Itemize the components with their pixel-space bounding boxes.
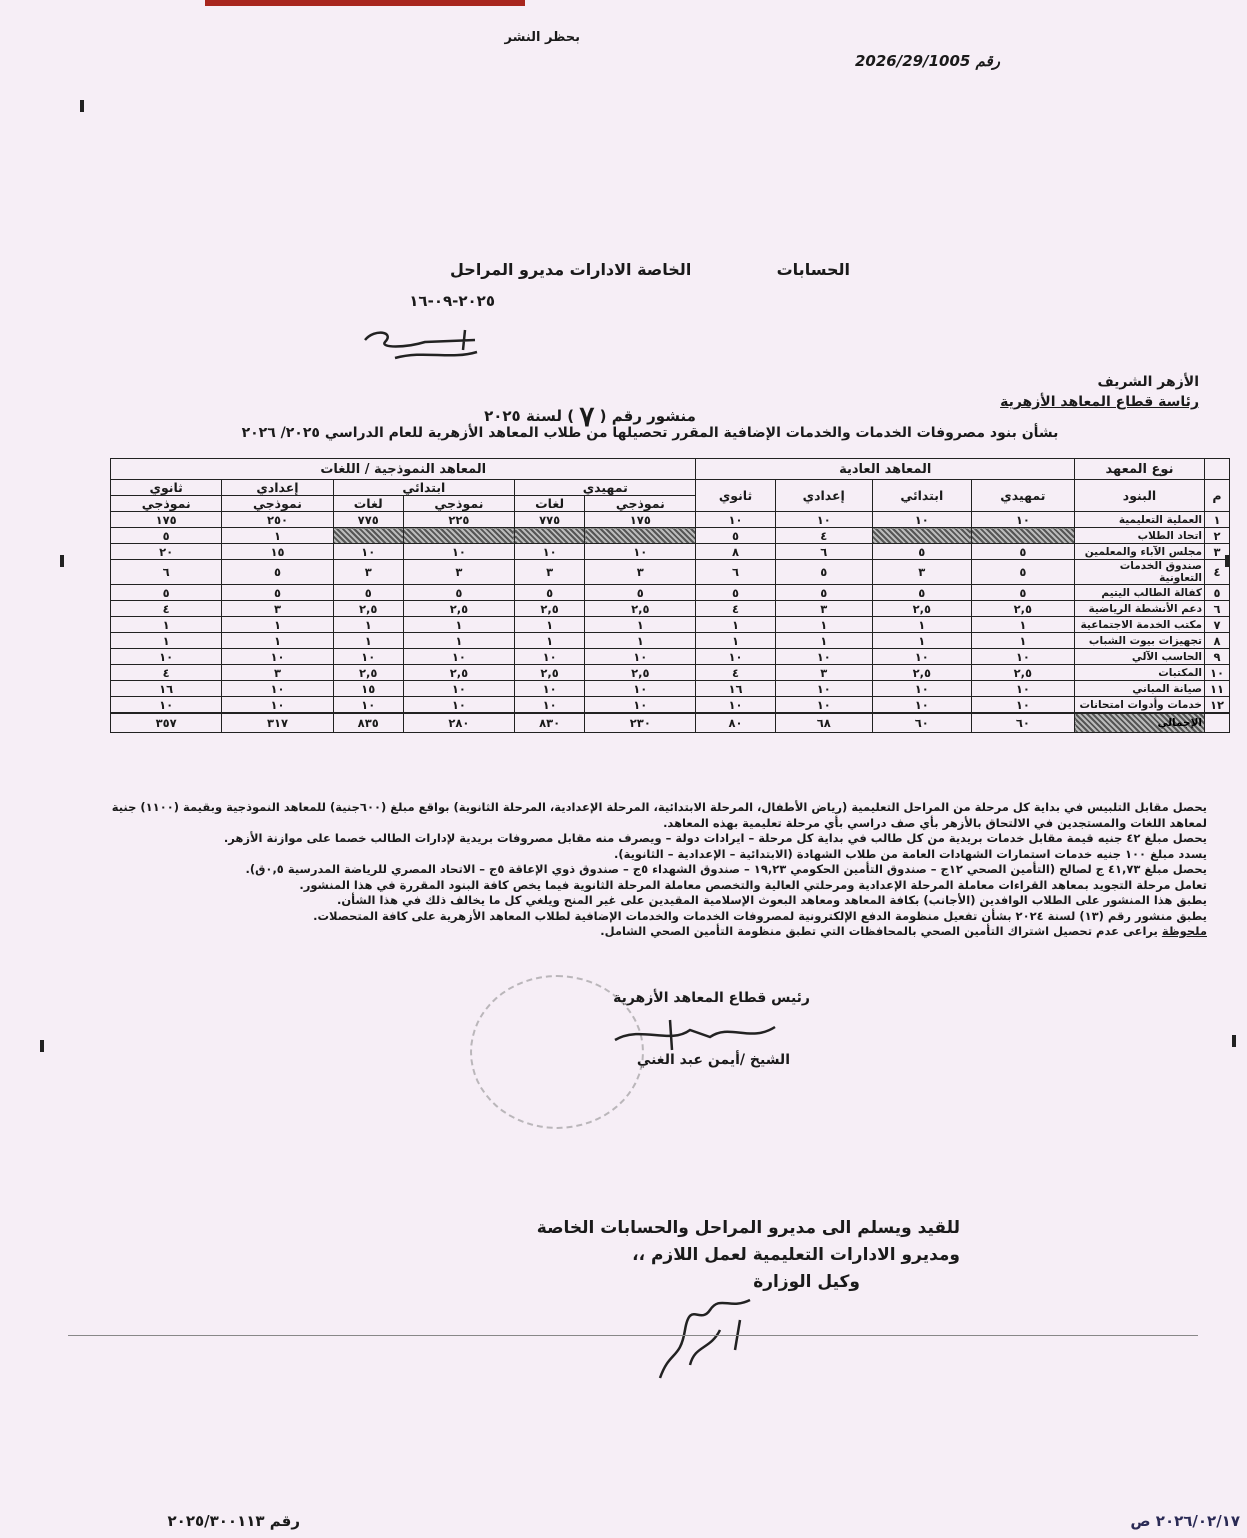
table-cell: ٥: [111, 528, 222, 544]
table-cell: ١: [872, 617, 971, 633]
margin-mark: [1225, 555, 1229, 567]
row-item: كفالة الطالب اليتيم: [1075, 585, 1205, 601]
model-primary-header: ابتدائي: [333, 480, 514, 496]
table-cell: ٥: [872, 544, 971, 560]
row-number: ٧: [1205, 617, 1230, 633]
total-row: [111, 713, 1230, 733]
table-cell: ٣: [775, 665, 872, 681]
table-row: [111, 601, 1230, 617]
table-cell: ٥: [775, 585, 872, 601]
table-cell: ١٦: [696, 681, 775, 697]
table-cell: ١: [872, 633, 971, 649]
table-cell: ١: [333, 633, 403, 649]
circular-suffix: ) لسنة ٢٠٢٥: [484, 407, 575, 425]
table-cell: ١: [775, 633, 872, 649]
table-cell: ١: [971, 633, 1074, 649]
table-cell: ١٠: [111, 697, 222, 714]
note-item: يطبق منشور رقم (١٣) لسنة ٢٠٢٤ بشأن تفعيل منظومة الدفع الإلكترونية لمصروفات الخدمات والخدمات الإضافية لطلاب المعاهد الأزهرية على كافة المتحصلات.: [313, 908, 1207, 923]
org-line-azhar: الأزهر الشريف: [1097, 374, 1199, 390]
table-cell: ١: [515, 633, 585, 649]
total-cell: ٨٣٥: [333, 713, 403, 733]
table-row: [111, 585, 1230, 601]
table-cell: ١٠: [515, 681, 585, 697]
table-cell: ٣: [222, 601, 333, 617]
margin-mark: [60, 555, 64, 567]
secondary-model-subheader: نموذجي: [111, 496, 222, 512]
model-secondary-header: ثانوي: [111, 480, 222, 496]
table-cell: ١٠: [971, 681, 1074, 697]
table-cell: [971, 528, 1074, 544]
total-cell: ٢٨٠: [403, 713, 514, 733]
table-cell: ٥: [971, 544, 1074, 560]
total-number-cell: [1205, 713, 1230, 733]
table-cell: ٢,٥: [971, 601, 1074, 617]
total-cell: ٦٨: [775, 713, 872, 733]
header-departments: الخاصة الادارات مديرو المراحل: [450, 260, 692, 279]
table-cell: ٥: [222, 585, 333, 601]
table-cell: ١٠: [696, 649, 775, 665]
note-item: يحصل مبلغ ٤٢ جنيه قيمة مقابل خدمات بريدية من كل طالب في بداية كل مرحلة – ايرادات دولة – ويصرف منه مقابل مصروفات بريدية لإدارات الطالب خصما على موازنة الأزهر.: [223, 831, 1207, 845]
table-cell: ١٠: [403, 649, 514, 665]
items-header: البنود: [1075, 480, 1205, 512]
table-cell: ١: [515, 617, 585, 633]
bottom-reference-left: رقم ٢٠٢٥/٣٠٠١١٣: [167, 1512, 300, 1530]
distribution-note: [520, 1215, 960, 1296]
table-cell: ١٠: [872, 649, 971, 665]
table-cell: ١٠: [222, 697, 333, 714]
institute-type-header: نوع المعهد: [1075, 459, 1205, 480]
table-cell: ٥: [333, 585, 403, 601]
table-cell: ٥: [585, 585, 696, 601]
margin-mark: [80, 100, 84, 112]
table-cell: ٢,٥: [872, 665, 971, 681]
regular-institutes-header: المعاهد العادية: [696, 459, 1075, 480]
row-item: مكتب الخدمة الاجتماعية: [1075, 617, 1205, 633]
table-cell: ١٠: [222, 649, 333, 665]
table-cell: ١٠: [222, 681, 333, 697]
table-cell: ٢,٥: [515, 601, 585, 617]
table-cell: [403, 528, 514, 544]
table-cell: ١٠: [515, 697, 585, 714]
table-cell: ١٠: [872, 697, 971, 714]
regular-secondary-header: ثانوي: [696, 480, 775, 512]
regular-prep-header: إعدادي: [775, 480, 872, 512]
row-item: تجهيزات بيوت الشباب: [1075, 633, 1205, 649]
table-cell: ١٠: [775, 681, 872, 697]
table-cell: ٤: [111, 665, 222, 681]
table-cell: ٣: [775, 601, 872, 617]
table-cell: ١: [222, 528, 333, 544]
regular-kg-header: تمهيدي: [971, 480, 1074, 512]
table-row: [111, 649, 1230, 665]
deputy-signature: [650, 1290, 770, 1385]
table-cell: ١٠: [585, 649, 696, 665]
top-rule: [205, 0, 525, 6]
table-cell: ١: [403, 633, 514, 649]
table-cell: ٥: [872, 585, 971, 601]
table-cell: ٥: [971, 560, 1074, 585]
table-cell: ١٠: [971, 649, 1074, 665]
table-cell: ٢٠: [111, 544, 222, 560]
table-cell: ٢٥٠: [222, 512, 333, 528]
row-number: ٦: [1205, 601, 1230, 617]
table-cell: ١٠: [872, 512, 971, 528]
row-number: ١: [1205, 512, 1230, 528]
fees-table: [110, 458, 1230, 733]
table-cell: ١٠: [971, 697, 1074, 714]
table-cell: ٣: [872, 560, 971, 585]
table-cell: ٢,٥: [403, 601, 514, 617]
total-cell: ٣٥٧: [111, 713, 222, 733]
row-number: ٩: [1205, 649, 1230, 665]
table-cell: [585, 528, 696, 544]
table-cell: ١٠: [971, 512, 1074, 528]
table-cell: ١٠: [585, 697, 696, 714]
table-cell: ٥: [403, 585, 514, 601]
table-cell: ٣: [515, 560, 585, 585]
table-cell: ٦: [775, 544, 872, 560]
distribution-line-3: وكيل الوزارة: [753, 1272, 860, 1292]
table-cell: ٢٢٥: [403, 512, 514, 528]
row-number: ٢: [1205, 528, 1230, 544]
prep-model-subheader: نموذجي: [222, 496, 333, 512]
header-accounts: الحسابات: [776, 260, 850, 279]
table-cell: ٣: [585, 560, 696, 585]
table-cell: ١: [696, 633, 775, 649]
table-cell: ٢,٥: [872, 601, 971, 617]
circular-prefix: منشور رقم (: [599, 407, 696, 425]
table-cell: ١: [333, 617, 403, 633]
table-cell: ١٠: [403, 697, 514, 714]
table-cell: ٥: [515, 585, 585, 601]
table-cell: ١٠: [696, 697, 775, 714]
top-reference-number: 2026/29/1005 رقم: [855, 52, 1000, 70]
table-row: [111, 617, 1230, 633]
row-item: صيانة المباني: [1075, 681, 1205, 697]
table-cell: ١٠: [585, 544, 696, 560]
org-line-sector: رئاسة قطاع المعاهد الأزهرية: [1000, 394, 1199, 410]
handwritten-header: [450, 260, 850, 279]
table-row: [111, 697, 1230, 714]
table-cell: ٢,٥: [585, 665, 696, 681]
table-cell: ٢,٥: [515, 665, 585, 681]
table-cell: ١: [585, 617, 696, 633]
table-cell: ١٠: [333, 544, 403, 560]
primary-lang-subheader: لغات: [333, 496, 403, 512]
distribution-line-1: للقيد ويسلم الى مديرو المراحل والحسابات الخاصة: [536, 1218, 960, 1238]
table-cell: ١: [222, 617, 333, 633]
notes-section: [107, 800, 1207, 940]
circular-subject: بشأن بنود مصروفات الخدمات والخدمات الإضافية المقرر تحصيلها من طلاب المعاهد الأزهرية للعام الدراسي ٢٠٢٥/ ٢٠٢٦: [241, 425, 1059, 441]
organization-header: [1000, 372, 1199, 412]
table-cell: ١٠: [585, 681, 696, 697]
table-row: [111, 512, 1230, 528]
table-row: [111, 633, 1230, 649]
table-row: [111, 681, 1230, 697]
kg-lang-subheader: لغات: [515, 496, 585, 512]
table-cell: ٥: [971, 585, 1074, 601]
model-institutes-header: المعاهد النموذجية / اللغات: [111, 459, 696, 480]
total-cell: ٢٣٠: [585, 713, 696, 733]
table-cell: [515, 528, 585, 544]
table-cell: ١٠: [111, 649, 222, 665]
table-cell: ٣: [403, 560, 514, 585]
row-number: ١١: [1205, 681, 1230, 697]
table-cell: [872, 528, 971, 544]
table-cell: ١٠: [515, 544, 585, 560]
table-cell: ١: [696, 617, 775, 633]
notes-list: [107, 800, 1207, 924]
primary-model-subheader: نموذجي: [403, 496, 514, 512]
table-cell: ١: [111, 617, 222, 633]
distribution-line-2: ومديرو الادارات التعليمية لعمل اللازم ،،: [632, 1245, 960, 1265]
row-number: ١٠: [1205, 665, 1230, 681]
table-cell: ٥: [111, 585, 222, 601]
table-cell: ٣: [333, 560, 403, 585]
table-row: [111, 560, 1230, 585]
table-cell: ٧٧٥: [333, 512, 403, 528]
col-number-label: م: [1205, 480, 1230, 512]
row-item: الحاسب الآلي: [1075, 649, 1205, 665]
table-cell: ١٦: [111, 681, 222, 697]
note-item: يطبق هذا المنشور على الطلاب الوافدين (الأجانب) بكافة المعاهد ومعاهد البعوث الإسلامية المقيدين على غير المنح ويلغي كل ما يخالف ذلك في هذا الشأن.: [336, 893, 1207, 907]
table-cell: ٥: [696, 528, 775, 544]
table-cell: ٦: [696, 560, 775, 585]
row-number: ٨: [1205, 633, 1230, 649]
row-item: دعم الأنشطة الرياضية: [1075, 601, 1205, 617]
row-number: ٤: [1205, 560, 1230, 585]
table-cell: ٤: [696, 665, 775, 681]
table-cell: ١: [775, 617, 872, 633]
row-item: خدمات وأدوات امتحانات: [1075, 697, 1205, 714]
total-label: الإجمالي: [1075, 713, 1205, 733]
handwritten-date: ٢٠٢٥-٠٩-١٦: [409, 292, 495, 310]
signatory-name: الشيخ /أيمن عبد الغني: [636, 1052, 790, 1068]
total-cell: ٦٠: [872, 713, 971, 733]
note-item: يسدد مبلغ ١٠٠ جنيه خدمات استمارات الشهادات العامة من طلاب الشهادة (الابتدائية – الإعدادية – الثانوية).: [613, 846, 1207, 861]
table-cell: ٧٧٥: [515, 512, 585, 528]
table-cell: ٤: [775, 528, 872, 544]
model-prep-header: إعدادي: [222, 480, 333, 496]
table-cell: ١٠: [775, 649, 872, 665]
table-cell: ١٠: [696, 512, 775, 528]
table-cell: ٥: [222, 560, 333, 585]
table-cell: ١٧٥: [585, 512, 696, 528]
total-cell: ٨٠: [696, 713, 775, 733]
bottom-rule: [68, 1335, 1198, 1336]
table-cell: [333, 528, 403, 544]
row-item: صندوق الخدمات التعاونية: [1075, 560, 1205, 585]
row-number: ١٢: [1205, 697, 1230, 714]
table-cell: ٤: [111, 601, 222, 617]
table-cell: ١٥: [333, 681, 403, 697]
margin-mark: [40, 1040, 44, 1052]
table-cell: ١٧٥: [111, 512, 222, 528]
total-cell: ٦٠: [971, 713, 1074, 733]
table-cell: ٢,٥: [585, 601, 696, 617]
total-cell: ٨٣٠: [515, 713, 585, 733]
table-cell: ٦: [111, 560, 222, 585]
table-cell: ١: [403, 617, 514, 633]
bottom-reference-right: ٢٠٢٦/٠٢/١٧ ص: [1130, 1512, 1240, 1530]
signatory-title: رئيس قطاع المعاهد الأزهرية: [613, 990, 810, 1006]
table-cell: ٨: [696, 544, 775, 560]
table-cell: ١٠: [333, 697, 403, 714]
table-cell: ١٠: [775, 512, 872, 528]
table-cell: ٢,٥: [333, 601, 403, 617]
table-cell: ٢,٥: [403, 665, 514, 681]
table-cell: ١: [222, 633, 333, 649]
model-kg-header: تمهيدي: [515, 480, 696, 496]
table-cell: ٤: [696, 601, 775, 617]
table-cell: ٥: [696, 585, 775, 601]
note-text: يراعى عدم تحصيل اشتراك التأمين الصحي بالمحافظات التي تطبق منظومة التأمين الصحي الشامل.: [600, 924, 1158, 938]
row-item: المكتبات: [1075, 665, 1205, 681]
table-cell: ٢,٥: [971, 665, 1074, 681]
row-item: اتحاد الطلاب: [1075, 528, 1205, 544]
table-cell: ١٠: [515, 649, 585, 665]
note-remark: [107, 924, 1207, 940]
note-item: يحصل مبلغ ٤١,٧٣ ج لصالح (التأمين الصحي ١٢ج – صندوق التأمين الحكومي ١٩,٢٣ – صندوق الشهداء ٥ج – صندوق ذوي الإعاقة ٥ج – الاتحاد المصري للرياضة المدرسية ٠,٥ق).: [245, 862, 1207, 876]
table-cell: ١٠: [775, 697, 872, 714]
table-cell: ١٠: [403, 544, 514, 560]
total-cell: ٣١٧: [222, 713, 333, 733]
row-number: ٣: [1205, 544, 1230, 560]
note-label: ملحوظة: [1161, 924, 1207, 938]
table-cell: ١٠: [333, 649, 403, 665]
row-item: مجلس الآباء والمعلمين: [1075, 544, 1205, 560]
regular-primary-header: ابتدائي: [872, 480, 971, 512]
table-cell: ٢,٥: [333, 665, 403, 681]
table-cell: ١٠: [403, 681, 514, 697]
table-cell: ١: [971, 617, 1074, 633]
kg-model-subheader: نموذجي: [585, 496, 696, 512]
signatory-signature: [610, 1015, 780, 1055]
margin-mark: [1232, 1035, 1236, 1047]
table-row: [111, 528, 1230, 544]
table-row: [111, 544, 1230, 560]
note-item: تعامل مرحلة التجويد بمعاهد القراءات معاملة المرحلة الإعدادية ومرحلتي العالية والتخصص معاملة المرحلة الثانوية فيما يخص كافة البنود المقررة في هذا المنشور.: [299, 877, 1207, 892]
table-cell: ١٥: [222, 544, 333, 560]
table-cell: ١: [585, 633, 696, 649]
table-cell: ١٠: [872, 681, 971, 697]
note-item: يحصل مقابل التلبيس في بداية كل مرحلة من المراحل التعليمية (رياض الأطفال، المرحلة الابتدائية، المرحلة الإعدادية، المرحلة الثانوية) بواقع مبلغ (٦٠٠جنية) للمعاهد النموذجية وبقيمة (١١٠٠) جنية لمعاهد اللغات والمستجدين في الالتحاق بالأزهر بأي صف دراسي بأي مرحلة تعليمية بهذه المعاهد.: [111, 800, 1207, 830]
table-cell: ٣: [222, 665, 333, 681]
table-row: [111, 665, 1230, 681]
circular-number: ٧: [579, 400, 595, 433]
table-cell: ١: [111, 633, 222, 649]
col-number-header: [1205, 459, 1230, 480]
table-cell: ٥: [775, 560, 872, 585]
confidential-stamp: بحظر النشر: [504, 30, 580, 45]
initials-signature: [355, 320, 485, 365]
row-number: ٥: [1205, 585, 1230, 601]
row-item: العملية التعليمية: [1075, 512, 1205, 528]
